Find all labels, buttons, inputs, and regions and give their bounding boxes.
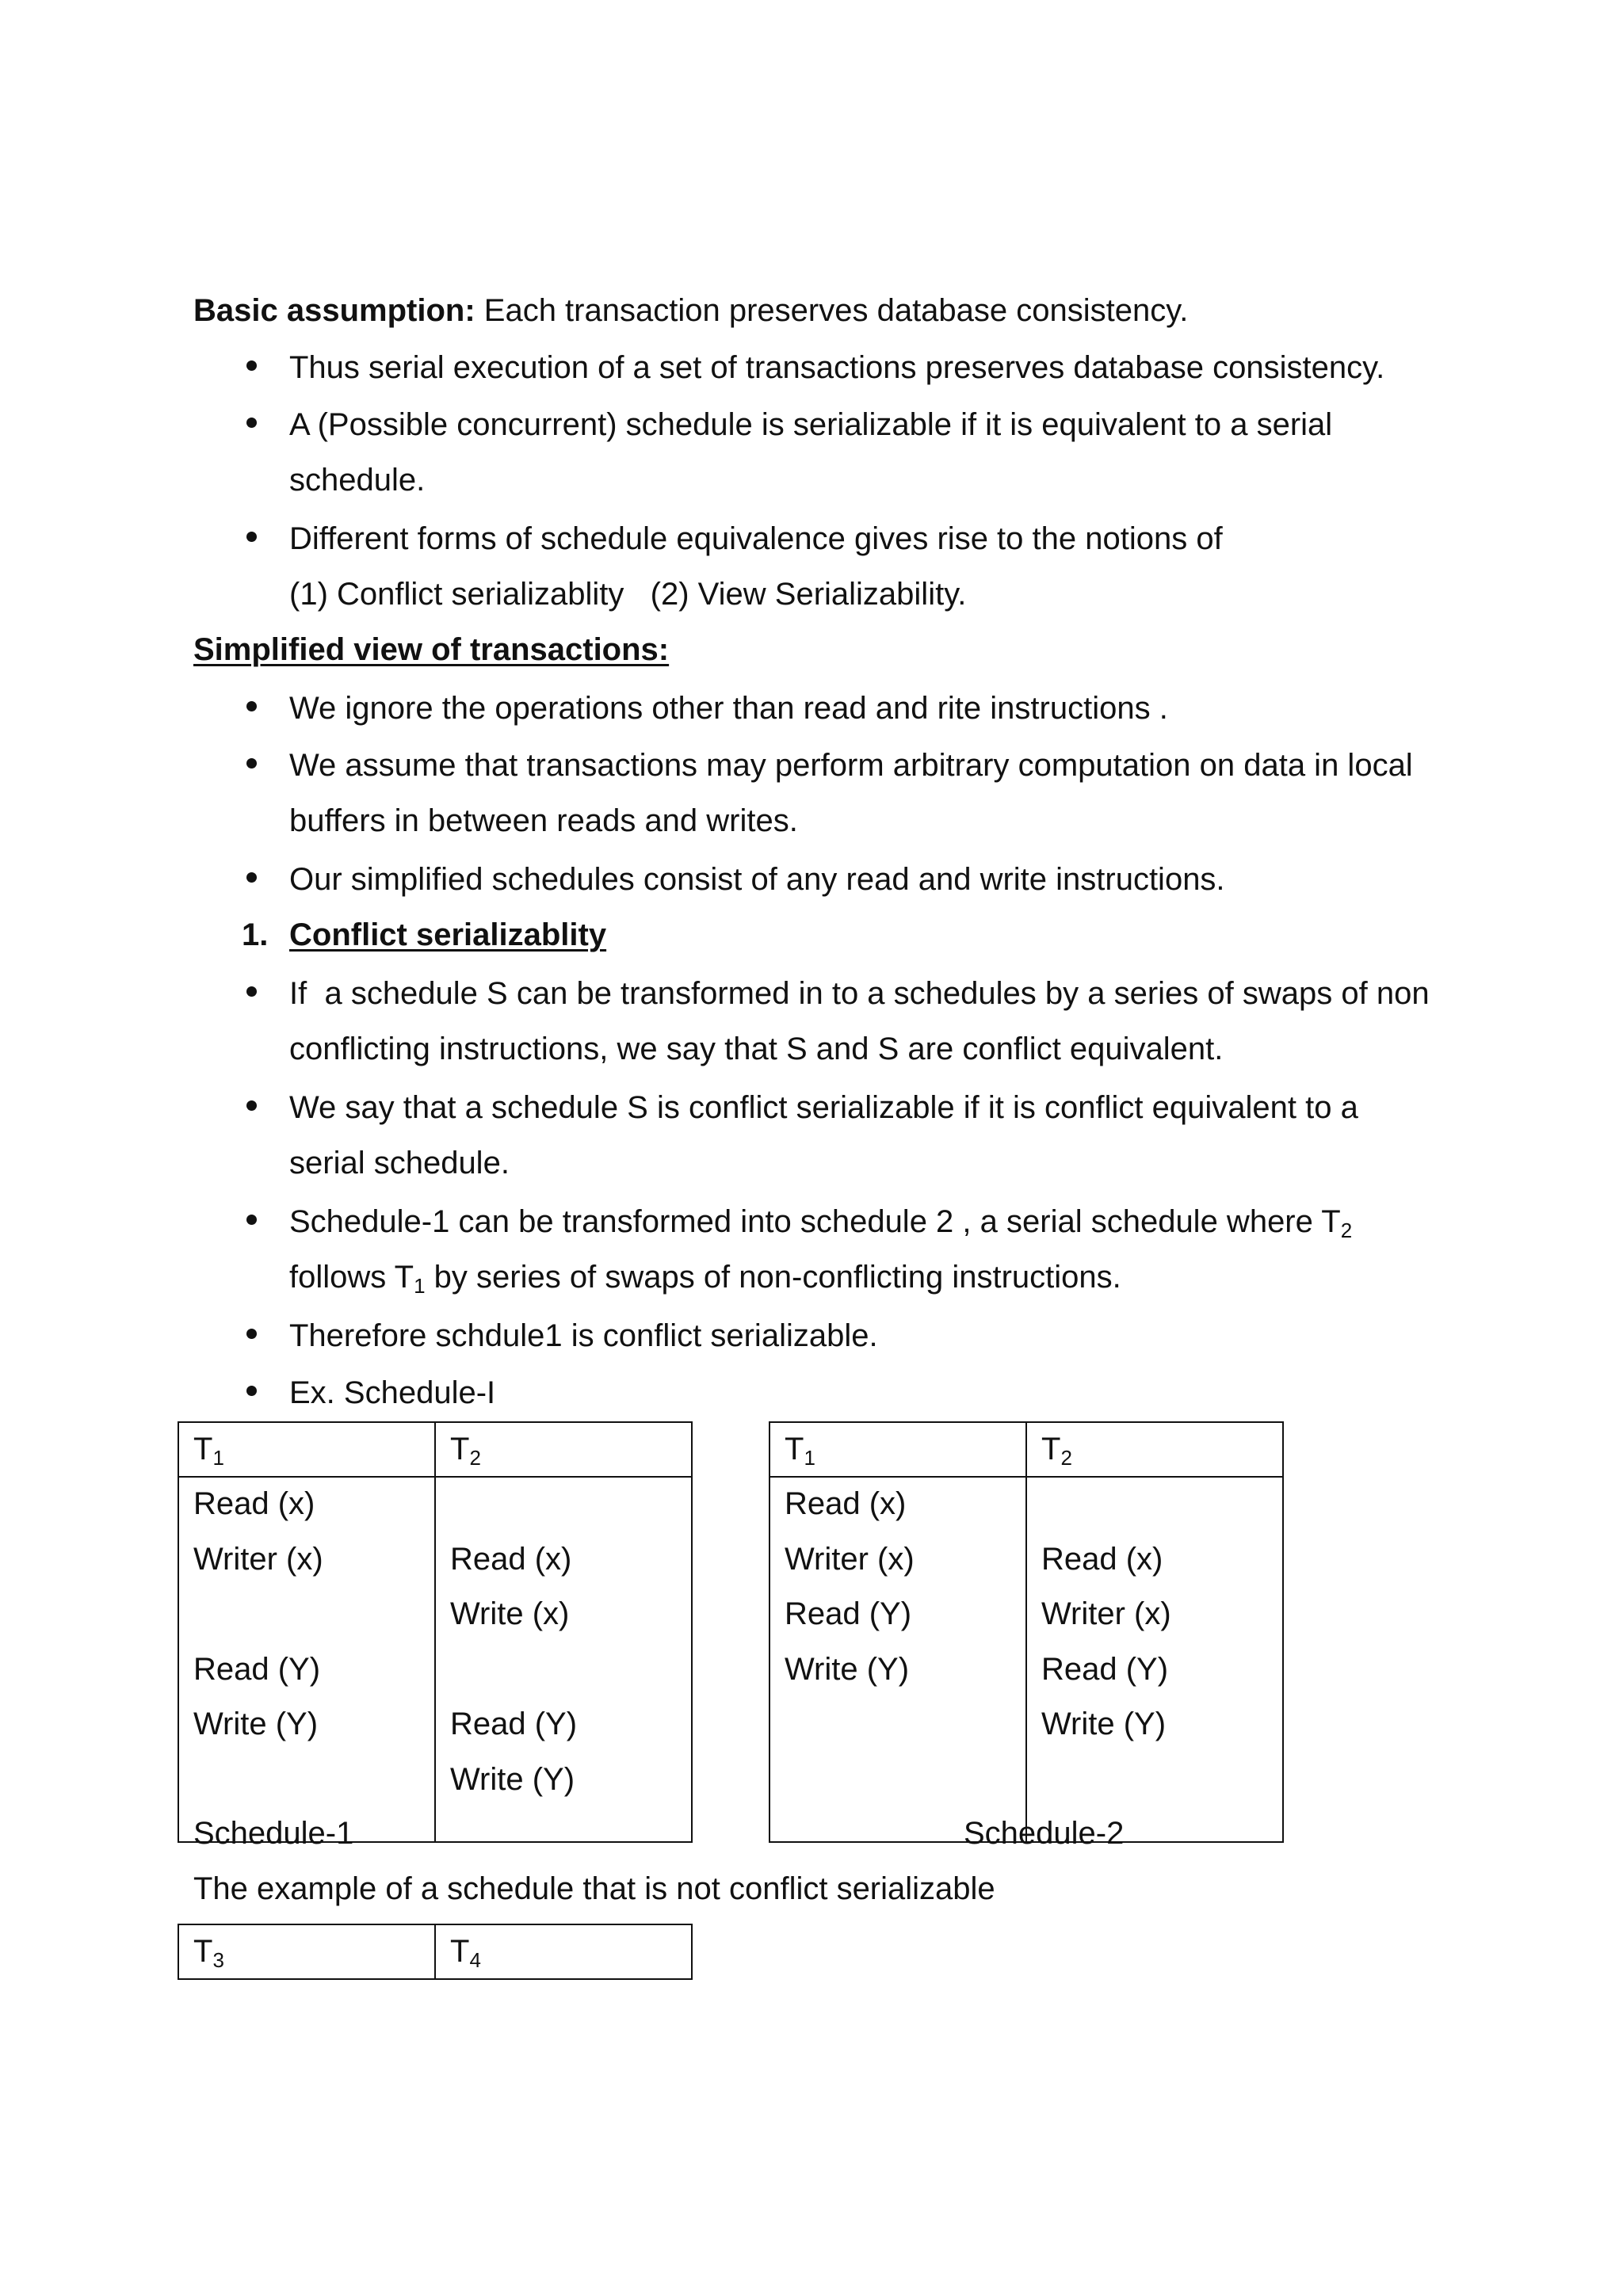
table-row [178, 1588, 692, 1643]
basic-assumption-label: Basic assumption: [193, 293, 475, 328]
subscript: 2 [1340, 1219, 1353, 1242]
bullet-dot [246, 1100, 257, 1111]
table-row [178, 1698, 692, 1753]
bullet-dot [246, 360, 257, 371]
bullet-text: If a schedule S can be transformed in to a schedules by a series of swaps of non [289, 976, 1430, 1011]
bullet-text-continuation: conflicting instructions, we say that S and S are conflict equivalent. [289, 1032, 1224, 1066]
table-cell: Writer (x) [769, 1533, 1026, 1589]
table-row [178, 1477, 692, 1533]
table-header-row [178, 1422, 692, 1477]
bullet-text: A (Possible concurrent) schedule is serializable if it is equivalent to a serial [289, 407, 1333, 442]
table-cell: Writer (x) [1026, 1588, 1283, 1643]
bullet-dot [246, 872, 257, 883]
bullet-dot [246, 986, 257, 997]
basic-assumption-text: Each transaction preserves database consistency. [475, 293, 1189, 328]
table-header-row [178, 1924, 692, 1979]
schedule-2-table [769, 1421, 1284, 1843]
schedule-1-table [178, 1421, 693, 1843]
table-cell: Writer (x) [178, 1533, 435, 1589]
table-cell: Write (Y) [435, 1753, 692, 1809]
table-row [769, 1477, 1283, 1533]
table-cell [435, 1477, 692, 1533]
bullet-text-continuation [289, 1260, 1121, 1298]
table-row [769, 1643, 1283, 1699]
bullet-text [289, 1204, 1353, 1242]
table-cell [769, 1753, 1026, 1809]
bullet-text: We say that a schedule S is conflict serializable if it is conflict equivalent to a [289, 1090, 1358, 1125]
not-conflict-serializable-text: The example of a schedule that is not conflict serializable [193, 1871, 995, 1906]
table-cell: Read (x) [769, 1477, 1026, 1533]
bullet-text: Our simplified schedules consist of any read and write instructions. [289, 862, 1225, 897]
table-row [769, 1533, 1283, 1589]
bullet-text: Thus serial execution of a set of transactions preserves database consistency. [289, 350, 1385, 385]
table-cell [1026, 1477, 1283, 1533]
column-header-t2: $T_2$ [435, 1422, 692, 1477]
table-row [769, 1698, 1283, 1753]
bullet-dot [246, 1329, 257, 1339]
bullet-text: Different forms of schedule equivalence gives rise to the notions of [289, 521, 1223, 556]
table-row [178, 1643, 692, 1699]
bullet-text: We ignore the operations other than read and rite instructions . [289, 691, 1168, 726]
schedule-2-caption: Schedule-2 [964, 1816, 1125, 1851]
table-cell [178, 1753, 435, 1809]
table-cell: Read (Y) [1026, 1643, 1283, 1699]
table-row [178, 1753, 692, 1809]
table-cell [1026, 1753, 1283, 1809]
bullet-dot [246, 1386, 257, 1396]
numbered-item-number: 1. [242, 917, 269, 952]
conflict-serializability-heading: Conflict serializablity [289, 917, 607, 952]
bullet-dot [246, 1215, 257, 1225]
table-cell [435, 1643, 692, 1699]
table-cell: Read (x) [178, 1477, 435, 1533]
column-header-t1: $T_1$ [769, 1422, 1026, 1477]
table-cell [435, 1808, 692, 1842]
table-cell: Write (Y) [1026, 1698, 1283, 1753]
column-header-t1: $T_1$ [178, 1422, 435, 1477]
table-cell: Write (Y) [769, 1643, 1026, 1699]
bullet-text-main: Schedule-1 can be transformed into schedule 2 , a serial schedule where T [289, 1204, 1341, 1239]
table-header-row [769, 1422, 1283, 1477]
bullet-text-continuation: schedule. [289, 463, 426, 498]
schedule-1-caption: Schedule-1 [193, 1816, 354, 1851]
basic-assumption-line [193, 295, 1188, 326]
table-row [769, 1588, 1283, 1643]
table-row [769, 1753, 1283, 1809]
table-cell: Read (x) [1026, 1533, 1283, 1589]
bullet-text: We assume that transactions may perform arbitrary computation on data in local [289, 748, 1413, 783]
table-cell: Read (Y) [178, 1643, 435, 1699]
bullet-text: Ex. Schedule-I [289, 1375, 496, 1410]
table-cell: Read (Y) [435, 1698, 692, 1753]
table-cell [769, 1698, 1026, 1753]
bullet-dot [246, 701, 257, 711]
bullet-text-pre: follows T [289, 1260, 414, 1295]
bullet-dot [246, 532, 257, 542]
table-cell: Read (x) [435, 1533, 692, 1589]
bullet-text-continuation: (1) Conflict serializablity (2) View Serializability. [289, 577, 967, 612]
table-cell: Read (Y) [769, 1588, 1026, 1643]
table-row [178, 1533, 692, 1589]
schedule-3-table [178, 1924, 693, 1980]
column-header-t4: $T_4$ [435, 1924, 692, 1979]
simplified-view-heading: Simplified view of transactions: [193, 632, 670, 667]
table-cell: Write (Y) [178, 1698, 435, 1753]
bullet-dot [246, 758, 257, 769]
table-cell [178, 1588, 435, 1643]
bullet-text-post: by series of swaps of non-conflicting instructions. [425, 1260, 1121, 1295]
subscript: 1 [414, 1274, 426, 1298]
bullet-text-continuation: serial schedule. [289, 1146, 510, 1180]
bullet-dot [246, 418, 257, 428]
bullet-text: Therefore schdule1 is conflict serializable. [289, 1318, 878, 1353]
column-header-t2: $T_2$ [1026, 1422, 1283, 1477]
table-cell: Write (x) [435, 1588, 692, 1643]
bullet-text-continuation: buffers in between reads and writes. [289, 803, 798, 838]
column-header-t3: $T_3$ [178, 1924, 435, 1979]
